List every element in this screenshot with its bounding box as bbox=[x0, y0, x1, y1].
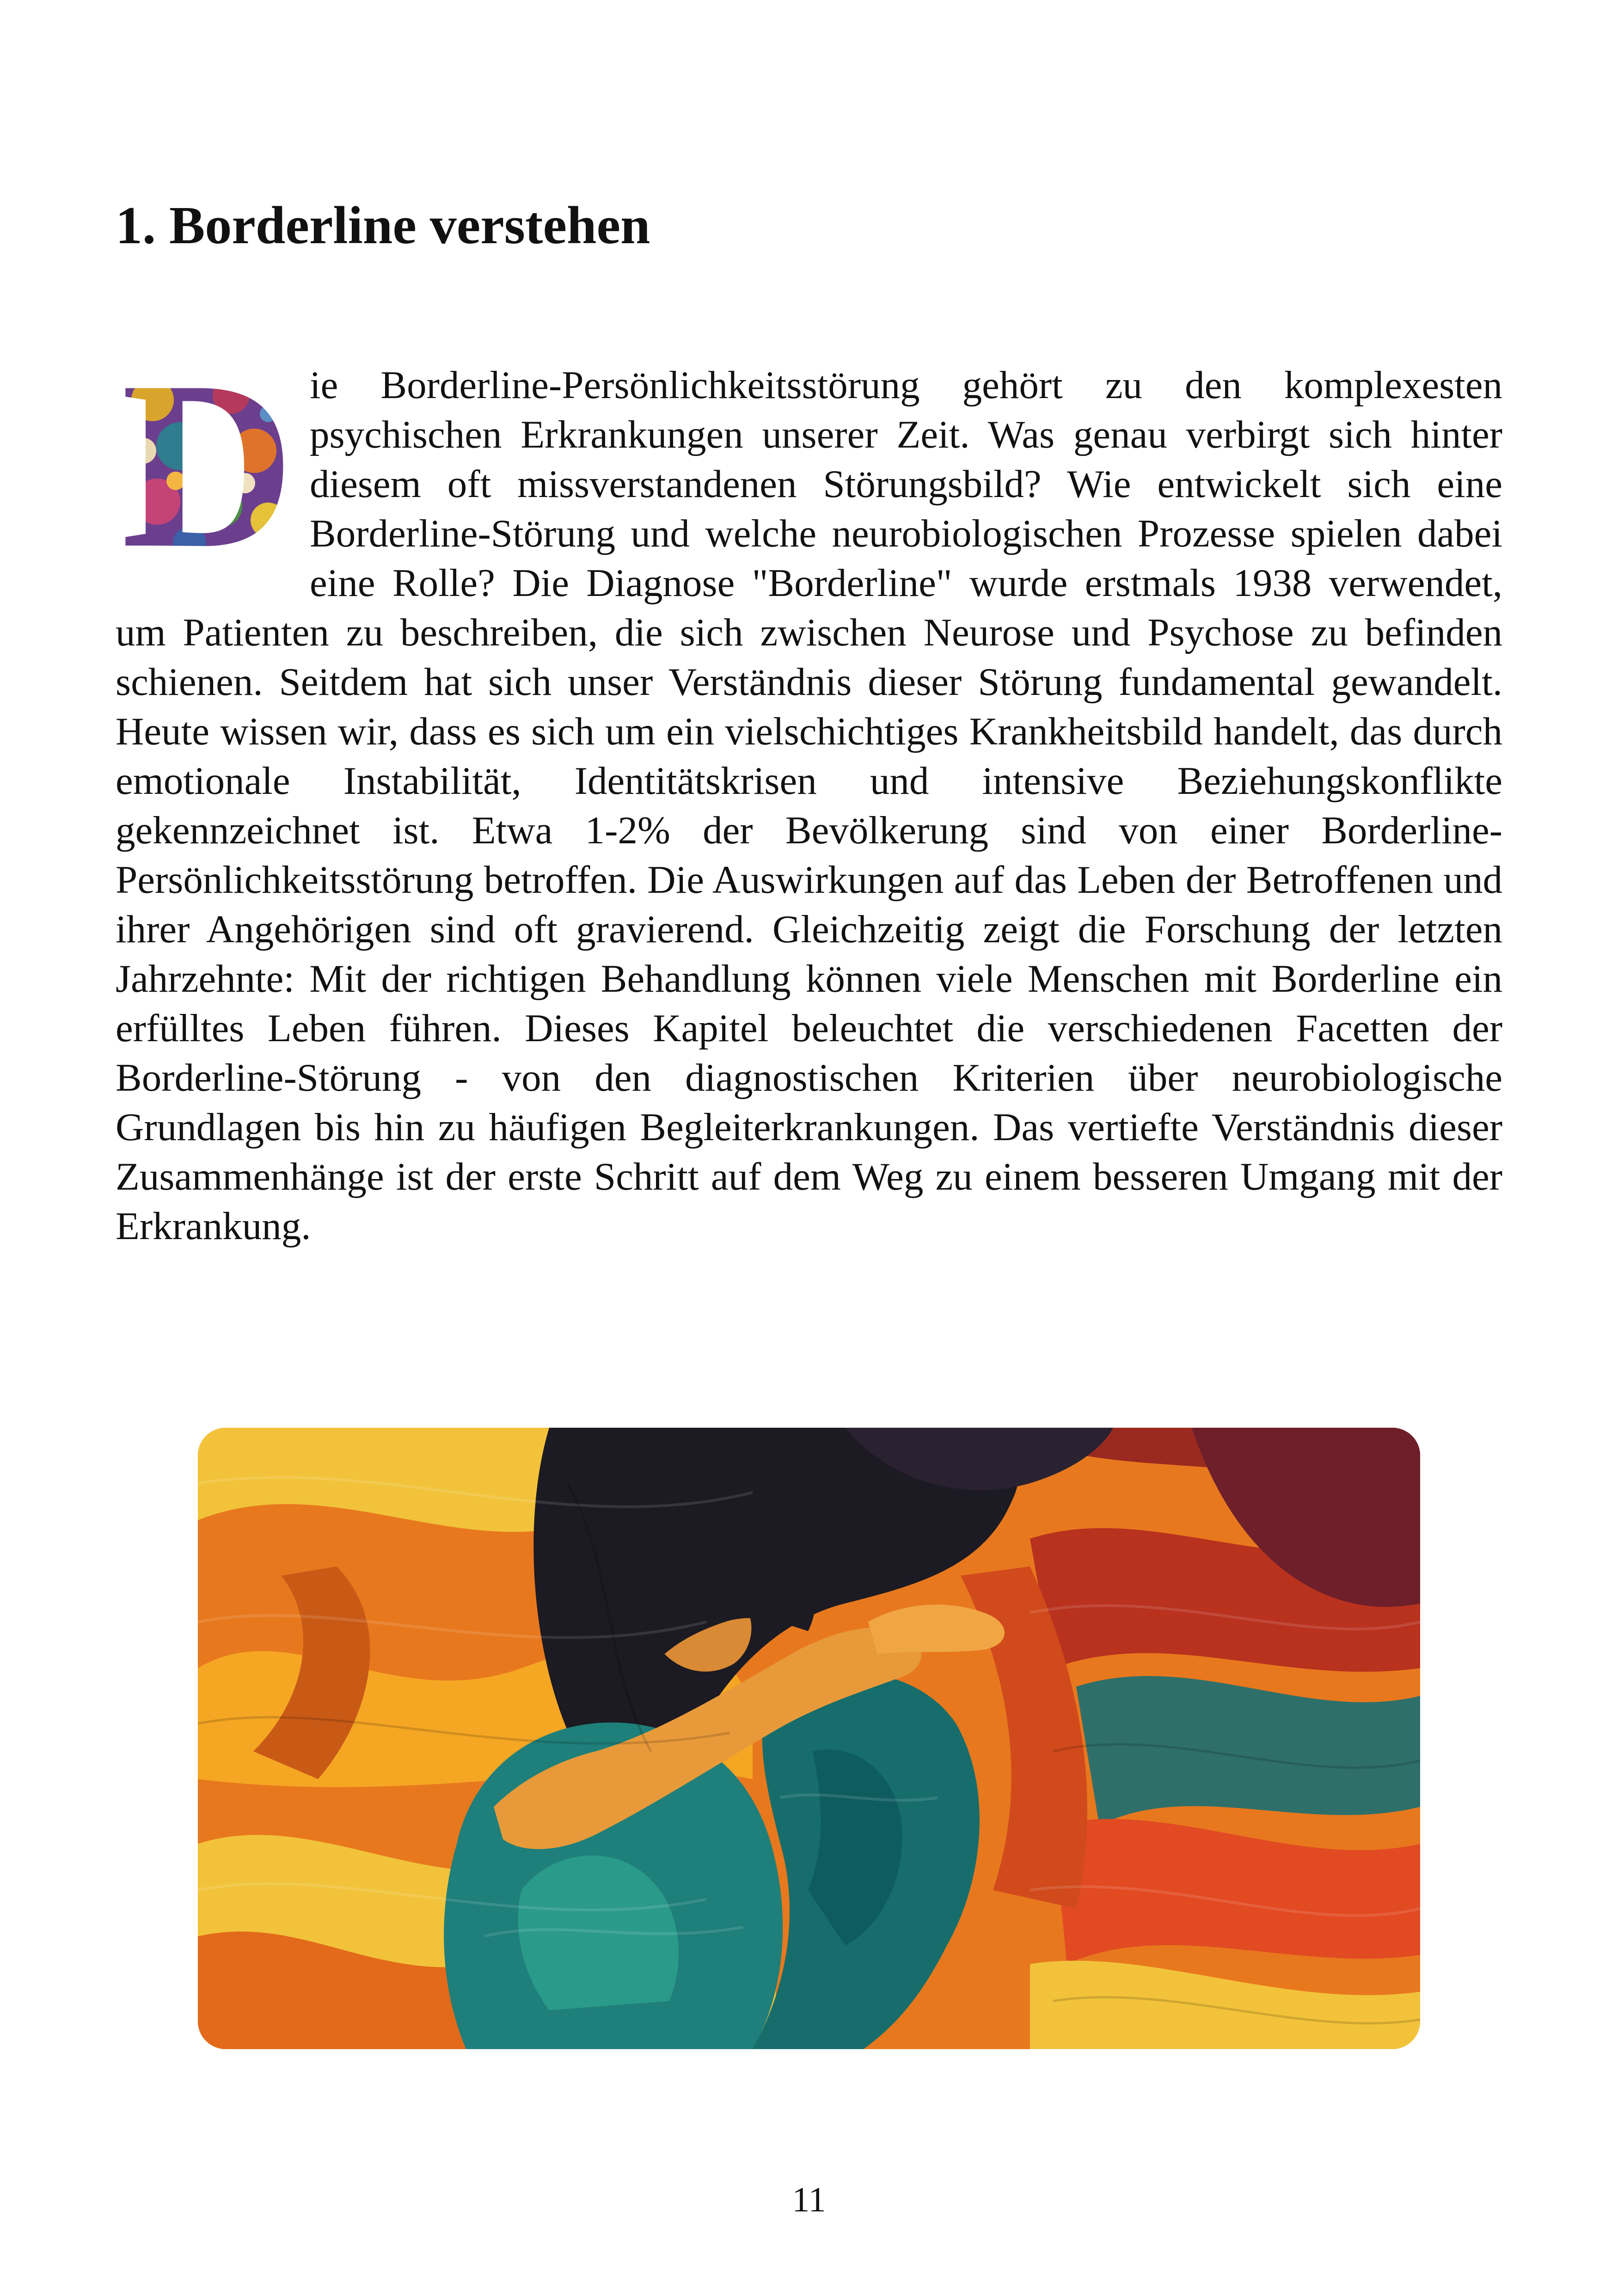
page-number: 11 bbox=[792, 2180, 826, 2219]
ornamental-drop-cap bbox=[116, 368, 300, 562]
paragraph-text: ie Borderline-Persönlichkeitsstörung gehört zu den komplexesten psychischen Erkrankungen unserer Zeit. Was genau verbirgt sich hinter diesem oft missverstandenen Störungsbild? Wie entwickelt sich eine Borderline-Störung und welche neurobiologischen Prozesse spielen dabei eine Rolle? Die Diagnose "Borderline" wurde erstmals 1938 verwendet, um Patienten zu beschreiben, die sich zwischen Neurose und Psychose zu befinden schienen. Seitdem hat sich unser Verständnis dieser Störung fundamental gewandelt. Heute wissen wir, dass es sich um ein vielschichtiges Krankheitsbild handelt, das durch emotionale Instabilität, Identitätskrisen und intensive Beziehungskonflikte gekennzeichnet ist. Etwa 1-2% der Bevölkerung sind von einer Borderline-Persönlichkeitsstörung betroffen. Die Auswirkungen auf das Leben der Betroffenen und ihrer Angehörigen sind oft gravierend. Gleichzeitig zeigt die Forschung der letzten Jahrzehnte: Mit der richtigen Behandlung können viele Menschen mit Borderline ein erfülltes Leben führen. Dieses Kapitel beleuchtet die verschiedenen Facetten der Borderline-Störung - von den diagnostischen Kriterien über neurobiologische Grundlagen bis hin zu häufigen Begleiterkrankungen. Das vertiefte Verständnis dieser Zusammenhänge ist der erste Schritt auf dem Weg zu einem besseren Umgang mit der Erkrankung. bbox=[116, 363, 1502, 1248]
body-paragraph bbox=[116, 361, 1502, 1251]
illustration-embrace bbox=[198, 1428, 1420, 2049]
chapter-heading: 1. Borderline verstehen bbox=[116, 196, 650, 255]
